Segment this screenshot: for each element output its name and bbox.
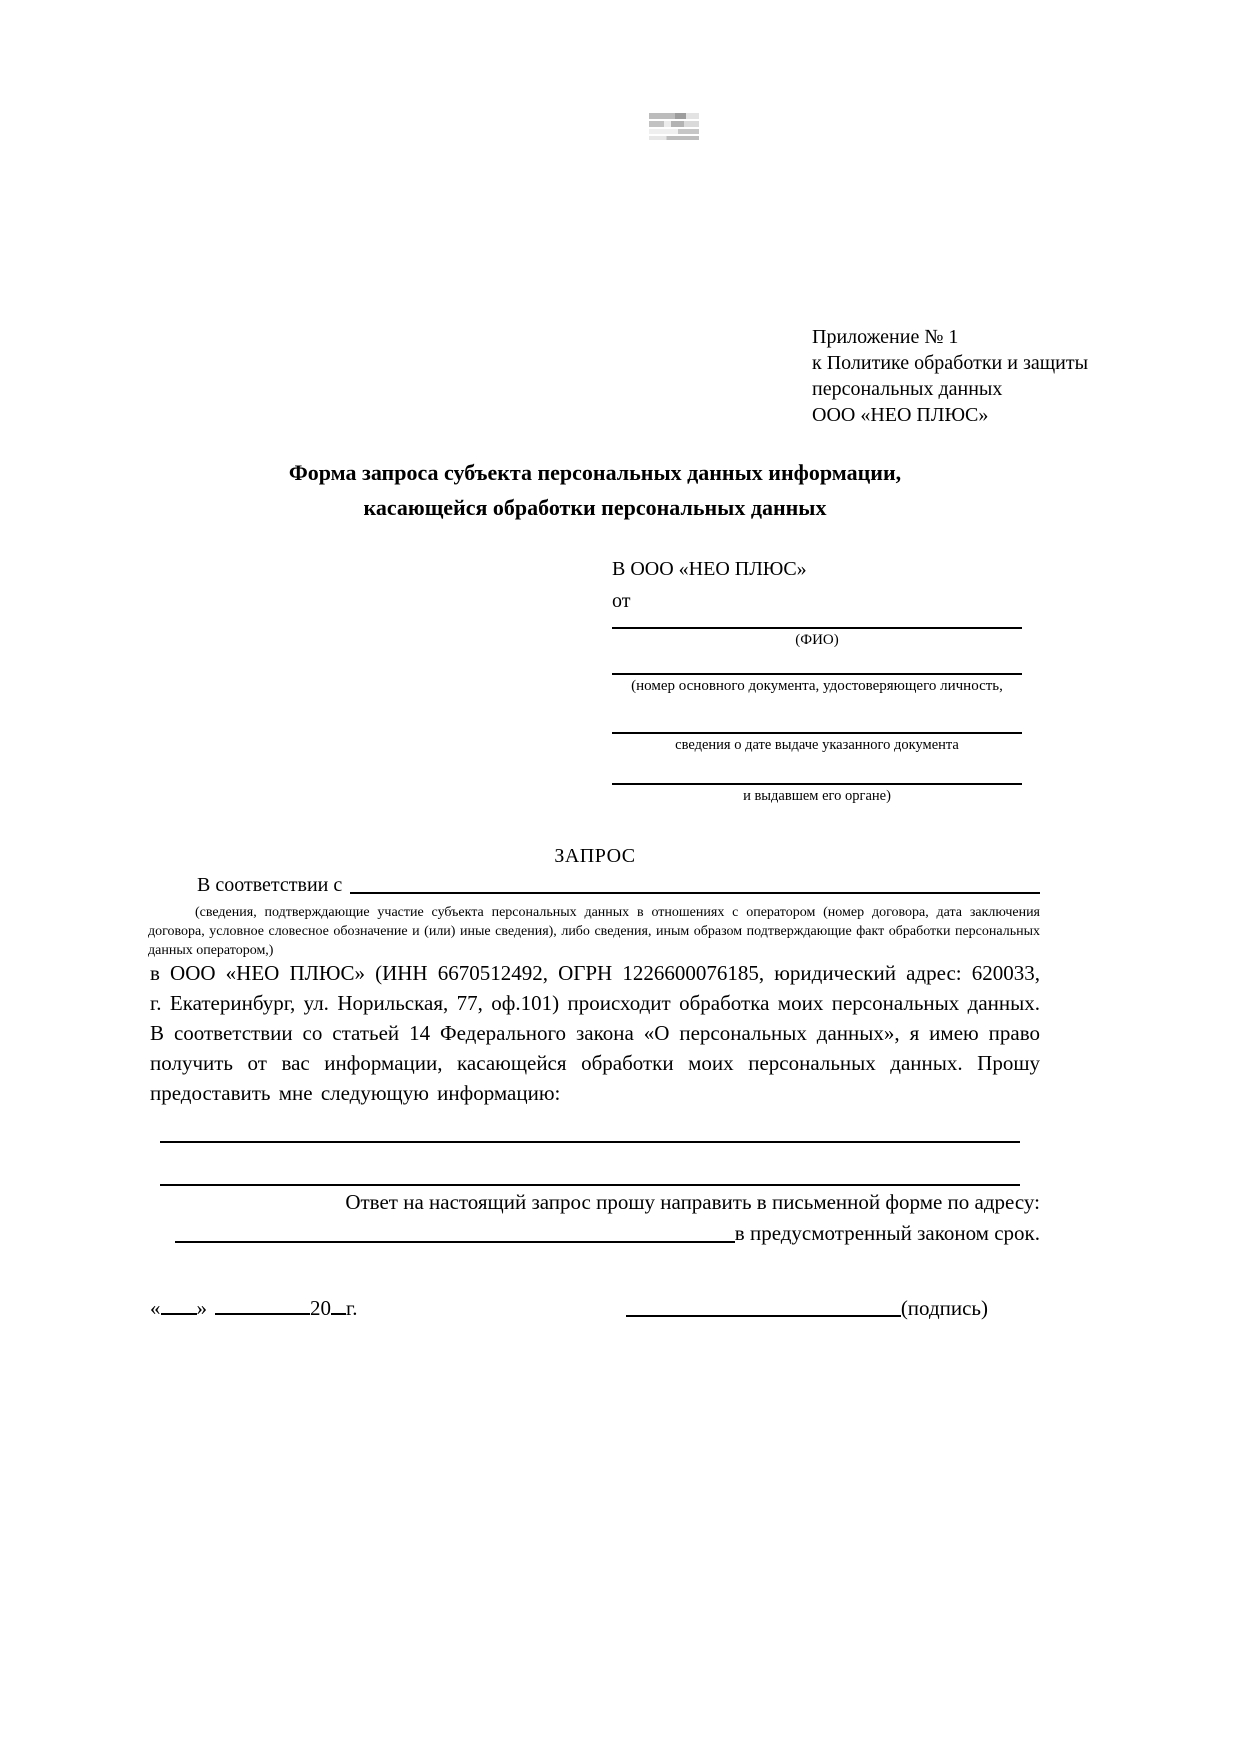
appendix-line-1: Приложение № 1 <box>812 326 959 348</box>
reply-suffix-text: в предусмотренный законом срок. <box>734 1221 1040 1245</box>
fio-caption: (ФИО) <box>795 632 839 648</box>
tiny-image-artifact <box>649 113 699 141</box>
appendix-line-3: персональных данных <box>812 378 1003 400</box>
request-intro-line <box>150 874 1040 897</box>
artifact-stripe <box>649 136 699 140</box>
date-year-suffix: г. <box>346 1296 358 1320</box>
request-heading: ЗАПРОС <box>554 845 636 867</box>
date-day-fill-line[interactable] <box>161 1310 197 1315</box>
issuing-authority-caption: и выдавшем его органе) <box>743 788 891 804</box>
appendix-line-2: к Политике обработки и защиты <box>812 352 1089 374</box>
date-quote-open: « <box>150 1296 161 1320</box>
basis-fill-line[interactable] <box>350 891 1040 894</box>
issue-date-fill-line[interactable] <box>612 732 1022 734</box>
appendix-line-4: ООО «НЕО ПЛЮС» <box>812 404 989 426</box>
requested-info-fill-line-1[interactable] <box>160 1141 1020 1143</box>
document-title <box>150 455 1040 525</box>
artifact-stripe <box>649 121 699 127</box>
artifact-stripe <box>649 113 699 119</box>
document-number-caption: (номер основного документа, удостоверяющего личность, <box>631 678 1003 694</box>
document-number-fill-line[interactable] <box>612 673 1022 675</box>
document-title-line-2: касающейся обработки персональных данных <box>363 495 827 520</box>
date-quote-close: » <box>196 1296 207 1320</box>
reply-address-line <box>150 1221 1040 1246</box>
document-title-line-1: Форма запроса субъекта персональных данных информации, <box>288 460 902 485</box>
signature-row <box>150 1296 1040 1321</box>
requested-info-fill-line-2[interactable] <box>160 1184 1020 1186</box>
request-intro-label: В соответствии с <box>197 874 343 896</box>
request-body-paragraph: в ООО «НЕО ПЛЮС» (ИНН 6670512492, ОГРН 1226600076185, юридический адрес: 620033, г. Екатеринбург, ул. Норильская, 77, оф.101) происходит обработка моих персональных данных. В соответствии со статьей 14 Федерального закона «О персональных данных», я имею право получить от вас информации, касающейся обработки моих персональных данных. Прошу предоставить мне следующую информацию: <box>150 961 1040 1105</box>
signature-caption: (подпись) <box>900 1296 988 1320</box>
addressee-to: В ООО «НЕО ПЛЮС» <box>612 558 807 580</box>
request-intro-note: (сведения, подтверждающие участие субъекта персональных данных в отношениях с оператором (номер договора, дата заключения договора, условное словесное обозначение и (или) иные сведения), либо сведения, иным образом подтверждающие факт обработки персональных данных оператором,) <box>148 905 1040 958</box>
date-year-prefix: 20 <box>310 1296 331 1320</box>
fio-fill-line[interactable] <box>612 627 1022 629</box>
reply-instruction-text: Ответ на настоящий запрос прошу направить в письменной форме по адресу: <box>345 1190 1040 1214</box>
issue-date-caption: сведения о дате выдаче указанного документа <box>675 737 959 753</box>
reply-address-fill-line[interactable] <box>175 1240 735 1243</box>
date-year-fill-line[interactable] <box>331 1310 346 1315</box>
date-month-fill-line[interactable] <box>215 1310 310 1315</box>
signature-fill-line[interactable] <box>626 1315 901 1317</box>
appendix-block <box>812 324 1088 428</box>
signature-field <box>626 1296 988 1321</box>
issuing-authority-fill-line[interactable] <box>612 783 1022 785</box>
date-field <box>150 1296 358 1321</box>
artifact-stripe <box>649 129 699 134</box>
addressee-from-label: от <box>612 590 631 612</box>
